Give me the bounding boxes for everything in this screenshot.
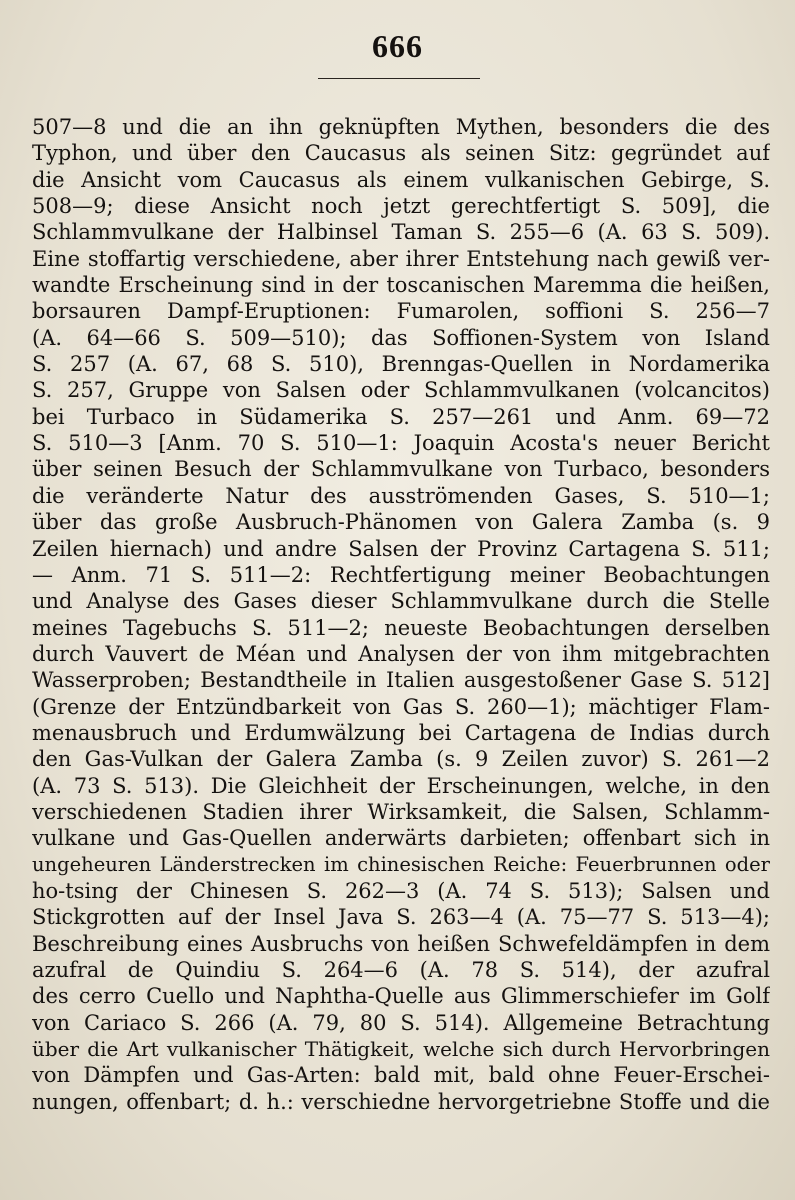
text-line: ho-tsing der Chinesen S. 262—3 (A. 74 S. 513); Salsen und [32, 878, 770, 903]
text-line: den Gas-Vulkan der Galera Zamba (s. 9 Zeilen zuvor) S. 261—2 [32, 747, 770, 772]
text-line: durch Vauvert de Méan und Analysen der von ihm mitgebrachten [32, 641, 770, 666]
text-line: Wasserproben; Bestandtheile in Italien ausgestoßener Gase S. 512] [32, 668, 770, 693]
text-line: und Analyse des Gases dieser Schlammvulkane durch die Stelle [32, 589, 770, 614]
text-line: azufral de Quindiu S. 264—6 (A. 78 S. 514), der azufral [32, 958, 770, 982]
text-line: borsauren Dampf-Eruptionen: Fumarolen, soffioni S. 256—7 [32, 299, 770, 324]
text-line: von Dämpfen und Gas-Arten: bald mit, bald ohne Feuer-Erschei- [32, 1063, 770, 1088]
text-line: (Grenze der Entzündbarkeit von Gas S. 260—1); mächtiger Flam- [32, 694, 770, 719]
text-line: ungeheuren Länderstrecken im chinesischen Reiche: Feuerbrunnen oder [32, 852, 770, 876]
text-line: über seinen Besuch der Schlammvulkane von Turbaco, besonders [32, 457, 770, 482]
text-line: Zeilen hiernach) und andre Salsen der Provinz Cartagena S. 511; [32, 536, 770, 561]
page-number: 666 [372, 28, 423, 64]
text-line: verschiedenen Stadien ihrer Wirksamkeit, die Salsen, Schlamm- [32, 799, 770, 824]
text-line: von Cariaco S. 266 (A. 79, 80 S. 514). Allgemeine Betrachtung [32, 1010, 770, 1035]
text-line: nungen, offenbart; d. h.: verschiedne hervorgetriebne Stoffe und die [32, 1089, 770, 1114]
text-line: S. 510—3 [Anm. 70 S. 510—1: Joaquin Acosta's neuer Bericht [32, 431, 770, 456]
text-line: menausbruch und Erdumwälzung bei Cartagena de Indias durch [32, 720, 770, 745]
text-line: die Ansicht vom Caucasus als einem vulkanischen Gebirge, S. [32, 167, 770, 192]
text-line: (A. 64—66 S. 509—510); das Soffionen-System von Island [32, 325, 770, 350]
text-line: 507—8 und die an ihn geknüpften Mythen, besonders die des [32, 115, 770, 139]
text-line: meines Tagebuchs S. 511—2; neueste Beobachtungen derselben [32, 615, 770, 640]
text-line: wandte Erscheinung sind in der toscanischen Maremma die heißen, [32, 273, 770, 298]
text-line: Stickgrotten auf der Insel Java S. 263—4 (A. 75—77 S. 513—4); [32, 905, 770, 930]
text-line: — Anm. 71 S. 511—2: Rechtfertigung meiner Beobachtungen [32, 562, 770, 587]
text-line: des cerro Cuello und Naphtha-Quelle aus Glimmerschiefer im Golf [32, 984, 770, 1009]
text-line: Beschreibung eines Ausbruchs von heißen Schwefeldämpfen in dem [32, 931, 770, 956]
text-line: bei Turbaco in Südamerika S. 257—261 und Anm. 69—72 [32, 404, 770, 429]
text-line: S. 257 (A. 67, 68 S. 510), Brenngas-Quellen in Nordamerika [32, 352, 770, 377]
text-line: Typhon, und über den Caucasus als seinen Sitz: gegründet auf [32, 141, 770, 166]
text-line: S. 257, Gruppe von Salsen oder Schlammvulkanen (volcancitos) [32, 378, 770, 403]
text-line: 508—9; diese Ansicht noch jetzt gerechtfertigt S. 509], die [32, 194, 770, 219]
text-line: über das große Ausbruch-Phänomen von Galera Zamba (s. 9 [32, 510, 770, 535]
text-line: Eine stoffartig verschiedene, aber ihrer Entstehung nach gewiß ver- [32, 246, 770, 271]
body-text [32, 114, 770, 1115]
text-line: vulkane und Gas-Quellen anderwärts darbieten; offenbart sich in [32, 826, 770, 851]
header-rule [318, 78, 480, 79]
text-line: Schlammvulkane der Halbinsel Taman S. 255—6 (A. 63 S. 509). [32, 220, 770, 245]
text-line: die veränderte Natur des ausströmenden Gases, S. 510—1; [32, 483, 770, 508]
text-line: (A. 73 S. 513). Die Gleichheit der Erscheinungen, welche, in den [32, 773, 770, 798]
text-line: über die Art vulkanischer Thätigkeit, welche sich durch Hervorbringen [32, 1037, 770, 1062]
